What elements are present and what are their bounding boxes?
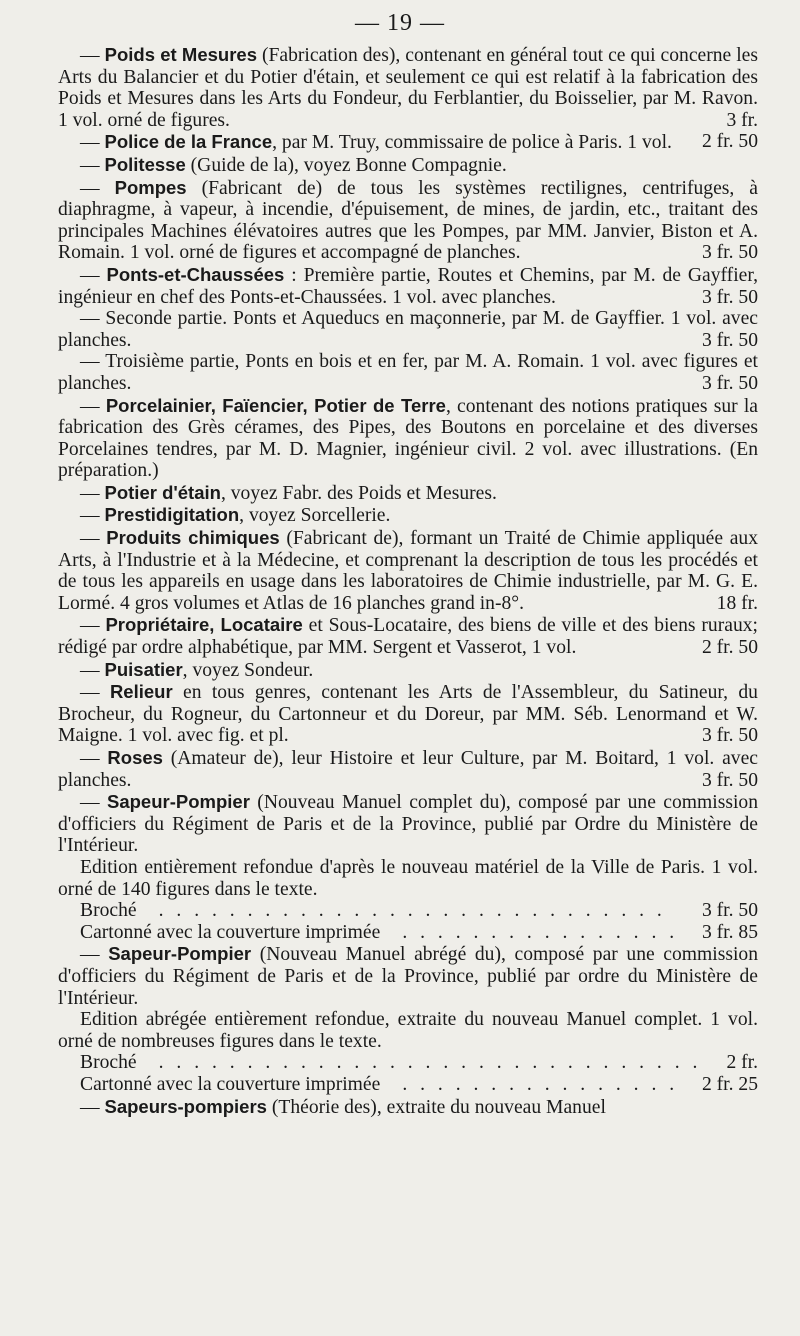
- entry-text: (Fabricant de), formant un Traité de Chimie appliquée aux Arts, à l'Industrie et à la Médecine, et comprenant la description de tous les procédés et de tous les appareils en usage dans les laboratoires de Chimie industrielle, par M. G. E. Lormé. 4 gros volumes et Atlas de 16 planches grand in-8°.: [58, 528, 758, 614]
- entry-price: 3 fr. 50: [701, 372, 758, 394]
- entry-sapeur-pompier-abrege: — Sapeur-Pompier (Nouveau Manuel abrégé du), composé par une commission d'officiers du Régiment de Paris et de la Province, publié par ordre du Ministère de l'Intérieur.: [58, 943, 759, 1009]
- entry-title: Sapeur-Pompier: [107, 791, 250, 813]
- entry-title: Propriétaire, Locataire: [105, 614, 303, 636]
- entry-title: Prestidigitation: [104, 504, 240, 526]
- entry-price: 3 fr. 50: [701, 725, 758, 747]
- entry-produits-chimiques: — Produits chimiques (Fabricant de), formant un Traité de Chimie appliquée aux Arts, à l'Industrie et à la Médecine, et comprenant la description de tous les procédés et de tous les appareils en usage dans les laboratoires de Chimie industrielle, par M. G. E. Lormé. 4 gros volumes et Atlas de 16 planches grand in-8°. 18 fr.: [58, 527, 758, 614]
- entry-edition-abregee: [58, 1009, 758, 1052]
- entry-police: — Police de la France, par M. Truy, commissaire de police à Paris. 1 vol. 2 fr. 50: [80, 131, 758, 154]
- entry-price: 2 fr.: [726, 1052, 758, 1074]
- entry-text: Seconde partie. Ponts et Aqueducs en maçonnerie, par M. de Gayffier. 1 vol. avec planches.: [58, 308, 758, 351]
- entry-price: 3 fr. 50: [701, 286, 758, 308]
- entry-text: : Première partie, Routes et Chemins, par M. de Gayffier, ingénieur en chef des Ponts-et-Chaussées. 1 vol. avec planches.: [58, 264, 758, 308]
- entry-text: Cartonné avec la couverture imprimée: [80, 1073, 381, 1095]
- leader-dots: [137, 1052, 699, 1074]
- entry-price: 18 fr.: [716, 592, 758, 614]
- entry-text: (Nouveau Manuel abrégé du), composé par une commission d'officiers du Régiment de Paris et de la Province, publié par ordre du Ministère de l'Intérieur.: [58, 944, 759, 1009]
- entry-politesse: — Politesse (Guide de la), voyez Bonne Compagnie.: [80, 153, 507, 176]
- entry-title: Sapeur-Pompier: [108, 943, 252, 965]
- entry-title: Police de la France: [104, 131, 273, 153]
- entry-title: Puisatier: [104, 658, 183, 680]
- entry-price: 3 fr. 50: [701, 242, 758, 264]
- entry-broche-abrege: [58, 1052, 758, 1074]
- entry-text: , voyez Fabr. des Poids et Mesures.: [220, 482, 497, 504]
- entry-price: 2 fr. 50: [701, 637, 758, 659]
- catalog-text: [58, 44, 758, 1118]
- entry-price: 3 fr.: [726, 109, 758, 131]
- entry-porcelainier: — Porcelainier, Faïencier, Potier de Terre, contenant des notions pratiques sur la fabrication des Grès cérames, des Pipes, des Boutons en porcelaine et des diverses Porcelaines tendres, par M. D. Magnier, ingénieur civil. 2 vol. avec illustrations. (En préparation.): [58, 394, 758, 482]
- entry-text: (Fabrication des), contenant en général tout ce qui concerne les Arts du Balancier et du Potier d'étain, et seulement ce qui est relatif à la fabrication des Poids et Mesures dans les Arts du Fondeur, du Ferblantier, du Boisselier, par M. Ravon. 1 vol. orné de figures.: [58, 45, 758, 131]
- entry-text: , voyez Sondeur.: [182, 659, 314, 681]
- entry-text: , par M. Truy, commissaire de police à Paris. 1 vol.: [272, 132, 672, 154]
- entry-price: 3 fr. 50: [701, 900, 758, 922]
- entry-cartonne-abrege: [58, 1074, 758, 1096]
- entry-text: (Amateur de), leur Histoire et leur Culture, par M. Boitard, 1 vol. avec planches.: [58, 748, 758, 791]
- entry-troisieme-partie: — Troisième partie, Ponts en bois et en fer, par M. A. Romain. 1 vol. avec figures et planches. 3 fr. 50: [58, 351, 758, 394]
- entry-sapeur-pompier-complet: — Sapeur-Pompier (Nouveau Manuel complet du), composé par une commission d'officiers du Régiment de Paris et de la Province, publié par Ordre du Ministère de l'Intérieur.: [58, 791, 758, 857]
- entry-text: (Théorie des), extraite du nouveau Manuel: [266, 1096, 606, 1118]
- entry-text: (Guide de la), voyez Bonne Compagnie.: [185, 154, 507, 176]
- entry-seconde-partie: — Seconde partie. Ponts et Aqueducs en maçonnerie, par M. de Gayffier. 1 vol. avec planches. 3 fr. 50: [58, 308, 758, 351]
- entry-text: , contenant des notions pratiques sur la fabrication des Grès cérames, des Pipes, des Boutons en porcelaine et des diverses Porcelaines tendres, par M. D. Magnier, ingénieur civil. 2 vol. avec illustrations. (En préparation.): [58, 395, 758, 482]
- entry-title: Poids et Mesures: [104, 44, 257, 65]
- entry-sapeurs-pompiers-theorie: — Sapeurs-pompiers (Théorie des), extraite du nouveau Manuel: [80, 1095, 606, 1118]
- entry-puisatier: — Puisatier, voyez Sondeur.: [80, 658, 314, 681]
- page-number: — 19 —: [355, 10, 445, 36]
- entry-text: Edition entièrement refondue d'après le nouveau matériel de la Ville de Paris. 1 vol. orné de 140 figures dans le texte.: [58, 856, 758, 900]
- leader-dots: [137, 900, 674, 922]
- entry-text: en tous genres, contenant les Arts de l'Assembleur, du Satineur, du Brocheur, du Rogneur, du Cartonneur et du Doreur, par MM. Séb. Lenormand et W. Maigne. 1 vol. avec fig. et pl.: [58, 682, 758, 747]
- entry-title: Roses: [107, 747, 163, 768]
- entry-cartonne-complet: [58, 922, 758, 944]
- leader-dots: [380, 1074, 674, 1096]
- entry-title: Pompes: [114, 176, 187, 198]
- entry-proprietaire: — Propriétaire, Locataire et Sous-Locataire, des biens de ville et des biens ruraux; rédigé par ordre alphabétique, par MM. Sergent et Vasserot, 1 vol. 2 fr. 50: [58, 614, 758, 659]
- entry-pompes: — Pompes (Fabricant de) de tous les systèmes rectilignes, centrifuges, à diaphragme, à vapeur, à incendie, d'épuisement, de mines, de jardin, etc., traitant des principales Machines élévatoires autres que les Pompes, par MM. Janvier, Biston et A. Romain. 1 vol. orné de figures et accompagné de planches. 3 fr. 50: [58, 176, 758, 264]
- leader-dots: [380, 922, 674, 944]
- entry-relieur: — Relieur en tous genres, contenant les Arts de l'Assembleur, du Satineur, du Brocheur, du Rogneur, du Cartonneur et du Doreur, par MM. Séb. Lenormand et W. Maigne. 1 vol. avec fig. et pl. 3 fr. 50: [58, 681, 758, 747]
- entry-potier-etain: — Potier d'étain, voyez Fabr. des Poids et Mesures.: [80, 481, 497, 504]
- entry-title: Ponts-et-Chaussées: [106, 263, 285, 285]
- entry-text: Troisième partie, Ponts en bois et en fer, par M. A. Romain. 1 vol. avec figures et planches.: [58, 351, 758, 394]
- entry-title: Potier d'étain: [104, 481, 221, 503]
- entry-title: Sapeurs-pompiers: [104, 1095, 267, 1117]
- entry-ponts-chaussees: — Ponts-et-Chaussées : Première partie, Routes et Chemins, par M. de Gayffier, ingénieur en chef des Ponts-et-Chaussées. 1 vol. avec planches. 3 fr. 50: [58, 263, 758, 308]
- entry-title: Porcelainier, Faïencier, Potier de Terre: [105, 394, 446, 416]
- entry-title: Politesse: [104, 153, 186, 175]
- entry-broche-complet: [58, 900, 758, 922]
- entry-edition-complet: [58, 857, 758, 900]
- entry-price: 2 fr. 50: [701, 131, 758, 153]
- entry-text: , voyez Sorcellerie.: [239, 505, 391, 527]
- entry-text: (Fabricant de) de tous les systèmes rectilignes, centrifuges, à diaphragme, à vapeur, à incendie, d'épuisement, de mines, de jardin, etc., traitant des principales Machines élévatoires autres que les Pompes, par MM. Janvier, Biston et A. Romain. 1 vol. orné de figures et accompagné de planches.: [58, 177, 758, 264]
- entry-text: Broché: [80, 1052, 137, 1074]
- entry-title: Relieur: [109, 681, 173, 703]
- entry-text: Broché: [80, 900, 137, 922]
- entry-title: Produits chimiques: [106, 527, 280, 549]
- entry-price: 3 fr. 50: [701, 769, 758, 791]
- entry-poids-mesures: — Poids et Mesures (Fabrication des), contenant en général tout ce qui concerne les Arts du Balancier et du Potier d'étain, et seulement ce qui est relatif à la fabrication des Poids et Mesures dans les Arts du Fondeur, du Ferblantier, du Boisselier, par M. Ravon. 1 vol. orné de figures. 3 fr.: [58, 44, 758, 131]
- entry-text: Cartonné avec la couverture imprimée: [80, 921, 381, 943]
- entry-text: et Sous-Locataire, des biens de ville et des biens ruraux; rédigé par ordre alphabétique, par MM. Sergent et Vasserot, 1 vol.: [58, 615, 758, 659]
- entry-roses: — Roses (Amateur de), leur Histoire et leur Culture, par M. Boitard, 1 vol. avec planches. 3 fr. 50: [58, 747, 758, 791]
- entry-price: 3 fr. 50: [701, 329, 758, 351]
- entry-prestidigitation: — Prestidigitation, voyez Sorcellerie.: [80, 504, 391, 527]
- entry-price: 3 fr. 85: [701, 921, 758, 943]
- entry-text: (Nouveau Manuel complet du), composé par une commission d'officiers du Régiment de Paris et de la Province, publié par Ordre du Ministère de l'Intérieur.: [58, 792, 758, 857]
- entry-text: Edition abrégée entièrement refondue, extraite du nouveau Manuel complet. 1 vol. orné de nombreuses figures dans le texte.: [58, 1009, 758, 1052]
- entry-price: 2 fr. 25: [701, 1073, 758, 1095]
